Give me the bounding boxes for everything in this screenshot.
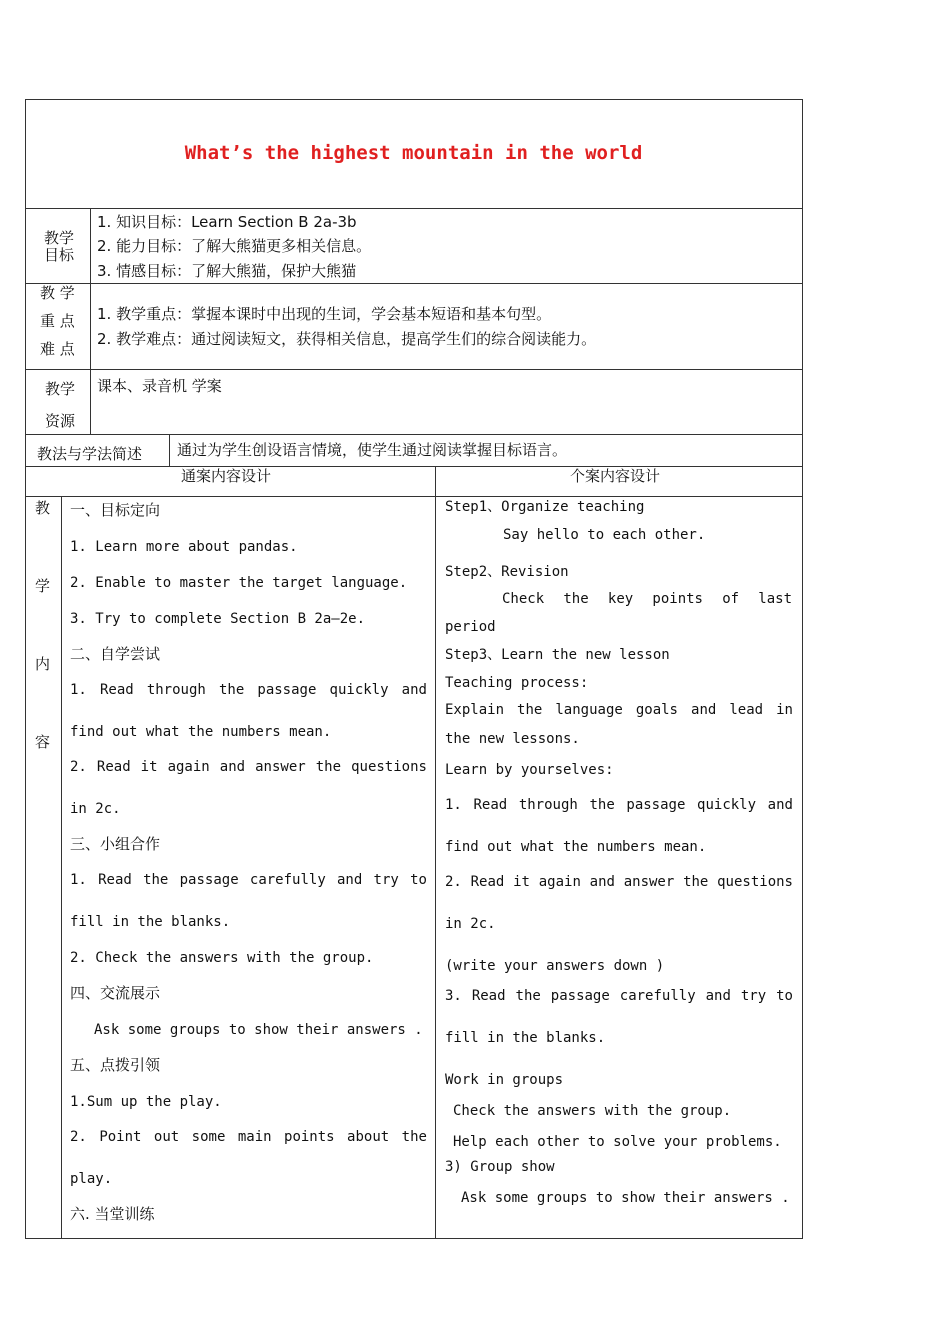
objective-item: 1. 知识目标：Learn Section B 2a-3b [97, 213, 357, 231]
word: and [219, 759, 246, 775]
row-divider [25, 208, 802, 209]
objectives-label: 教学 [44, 229, 75, 247]
step-detail: (write your answers down ) [445, 958, 665, 974]
word: again [167, 759, 210, 775]
word: passage [626, 797, 686, 813]
word: goals [635, 702, 678, 718]
step-detail: Work in groups [445, 1072, 564, 1088]
word: 3. [445, 988, 462, 1004]
word: and [337, 872, 363, 888]
list-item: 2. Enable to master the target language. [70, 575, 408, 591]
word: Point [99, 1129, 142, 1145]
side-label-divider [61, 496, 62, 1239]
word: of [722, 591, 740, 607]
section-heading: 三、小组合作 [70, 835, 161, 853]
step-heading: Step3、Learn the new lesson [445, 647, 670, 663]
word: Read [471, 988, 506, 1004]
word: carefully [249, 872, 326, 888]
list-item: in 2c. [70, 801, 121, 817]
word: the [589, 797, 615, 813]
word: Read [470, 874, 505, 890]
word: the [401, 1129, 427, 1145]
step-detail: Check the answers with the group. [453, 1103, 732, 1119]
justified-line [445, 874, 793, 890]
word: 2. [70, 1129, 87, 1145]
word: 1. [70, 872, 87, 888]
label-column-divider [90, 208, 91, 434]
word: out [153, 1129, 180, 1145]
word: and [691, 702, 717, 718]
word: questions [351, 759, 427, 775]
individual-design-header: 个案内容设计 [570, 467, 661, 485]
step-detail: Ask some groups to show their answers . [461, 1190, 790, 1206]
word: the [143, 872, 169, 888]
side-label-char: 学 [35, 577, 51, 595]
word: key [607, 591, 634, 607]
word: some [191, 1129, 226, 1145]
side-label-char: 教 [35, 499, 51, 517]
word: and [705, 988, 731, 1004]
list-item: fill in the blanks. [70, 914, 231, 930]
key-points-label: 教 学 [40, 284, 75, 302]
justified-line [70, 759, 427, 775]
step-detail: 3) Group show [445, 1159, 555, 1175]
section-heading: 五、点拨引领 [70, 1056, 161, 1074]
word: points [284, 1129, 335, 1145]
objective-item: 3. 情感目标：了解大熊猫，保护大熊猫 [97, 262, 357, 280]
list-item: 1.Sum up the play. [70, 1094, 222, 1110]
word: the [218, 682, 245, 698]
side-label-char: 内 [35, 655, 51, 673]
justified-line [70, 872, 427, 888]
word: the [315, 759, 342, 775]
row-divider [25, 283, 802, 284]
word: 1. [445, 797, 462, 813]
content-column-divider [435, 466, 436, 1239]
step-detail: Say hello to each other. [503, 527, 706, 543]
section-heading: 六. 当堂训练 [70, 1205, 155, 1223]
word: through [146, 682, 206, 698]
resources-content: 课本、录音机 学案 [97, 377, 222, 395]
word: quickly [697, 797, 757, 813]
justified-line [70, 682, 427, 698]
list-item: 1. Learn more about pandas. [70, 539, 298, 555]
word: quickly [329, 682, 389, 698]
row-divider [25, 466, 802, 467]
word: again [538, 874, 581, 890]
objective-item: 2. 能力目标：了解大熊猫更多相关信息。 [97, 237, 372, 255]
word: the [517, 702, 543, 718]
word: 2. [445, 874, 462, 890]
key-points-label: 重 点 [40, 312, 75, 330]
section-heading: 一、目标定向 [70, 501, 161, 519]
word: answer [623, 874, 675, 890]
list-item: Ask some groups to show their answers . [94, 1022, 423, 1038]
word: last [758, 591, 792, 607]
common-design-header: 通案内容设计 [181, 467, 272, 485]
word: try [373, 872, 399, 888]
word: to [410, 872, 427, 888]
list-item: play. [70, 1171, 113, 1187]
methods-divider [169, 434, 170, 466]
word: carefully [619, 988, 696, 1004]
step-detail: find out what the numbers mean. [445, 839, 707, 855]
word: 1. [70, 682, 87, 698]
word: 2. [70, 759, 87, 775]
justified-line [70, 1129, 427, 1145]
row-divider [25, 496, 802, 497]
page-title: What’s the highest mountain in the world [184, 142, 643, 164]
list-item: 3. Try to complete Section B 2a—2e. [70, 611, 366, 627]
methods-label: 教法与学法简述 [37, 445, 143, 463]
resources-label: 资源 [45, 412, 76, 430]
word: passage [550, 988, 610, 1004]
word: in [776, 702, 793, 718]
side-label-char: 容 [35, 733, 51, 751]
list-item: find out what the numbers mean. [70, 724, 332, 740]
word: points [652, 591, 703, 607]
word: through [518, 797, 578, 813]
methods-content: 通过为学生创设语言情境，使学生通过阅读掌握目标语言。 [177, 441, 568, 459]
step-detail: Help each other to solve your problems. [453, 1134, 782, 1150]
justified-line [445, 702, 793, 718]
row-divider [25, 369, 802, 370]
word: the [563, 591, 589, 607]
word: Read [98, 872, 132, 888]
objectives-label: 目标 [44, 246, 75, 264]
word: questions [717, 874, 793, 890]
word: answer [255, 759, 306, 775]
key-points-label: 难 点 [40, 340, 75, 358]
step-heading: Step2、Revision [445, 564, 569, 580]
word: to [776, 988, 793, 1004]
step-detail: period [445, 619, 496, 635]
word: and [401, 682, 427, 698]
section-heading: 四、交流展示 [70, 984, 161, 1002]
step-detail: fill in the blanks. [445, 1030, 606, 1046]
word: Explain [445, 702, 505, 718]
step-detail: Teaching process: [445, 675, 589, 691]
word: lead [729, 702, 764, 718]
key-point-item: 1. 教学重点：掌握本课时中出现的生词，学会基本短语和基本句型。 [97, 305, 552, 323]
word: try [740, 988, 767, 1004]
step-detail: the new lessons. [445, 731, 580, 747]
step-heading: Step1、Organize teaching [445, 499, 645, 515]
word: passage [257, 682, 317, 698]
key-point-item: 2. 教学难点：通过阅读短文，获得相关信息，提高学生们的综合阅读能力。 [97, 330, 597, 348]
word: Read [473, 797, 508, 813]
row-divider [25, 434, 802, 435]
justified-line [502, 591, 792, 607]
step-detail: Learn by yourselves: [445, 762, 614, 778]
list-item: 2. Check the answers with the group. [70, 950, 374, 966]
word: main [237, 1129, 272, 1145]
word: language [555, 702, 623, 718]
word: the [515, 988, 541, 1004]
justified-line [445, 797, 793, 813]
resources-label: 教学 [45, 380, 76, 398]
word: it [140, 759, 158, 775]
word: it [513, 874, 530, 890]
section-heading: 二、自学尝试 [70, 645, 161, 663]
word: Read [96, 759, 131, 775]
word: and [767, 797, 793, 813]
word: Read [99, 682, 134, 698]
justified-line [445, 988, 793, 1004]
step-detail: in 2c. [445, 916, 496, 932]
word: and [589, 874, 615, 890]
word: about [347, 1129, 390, 1145]
word: passage [179, 872, 239, 888]
word: the [683, 874, 709, 890]
word: Check [502, 591, 545, 607]
